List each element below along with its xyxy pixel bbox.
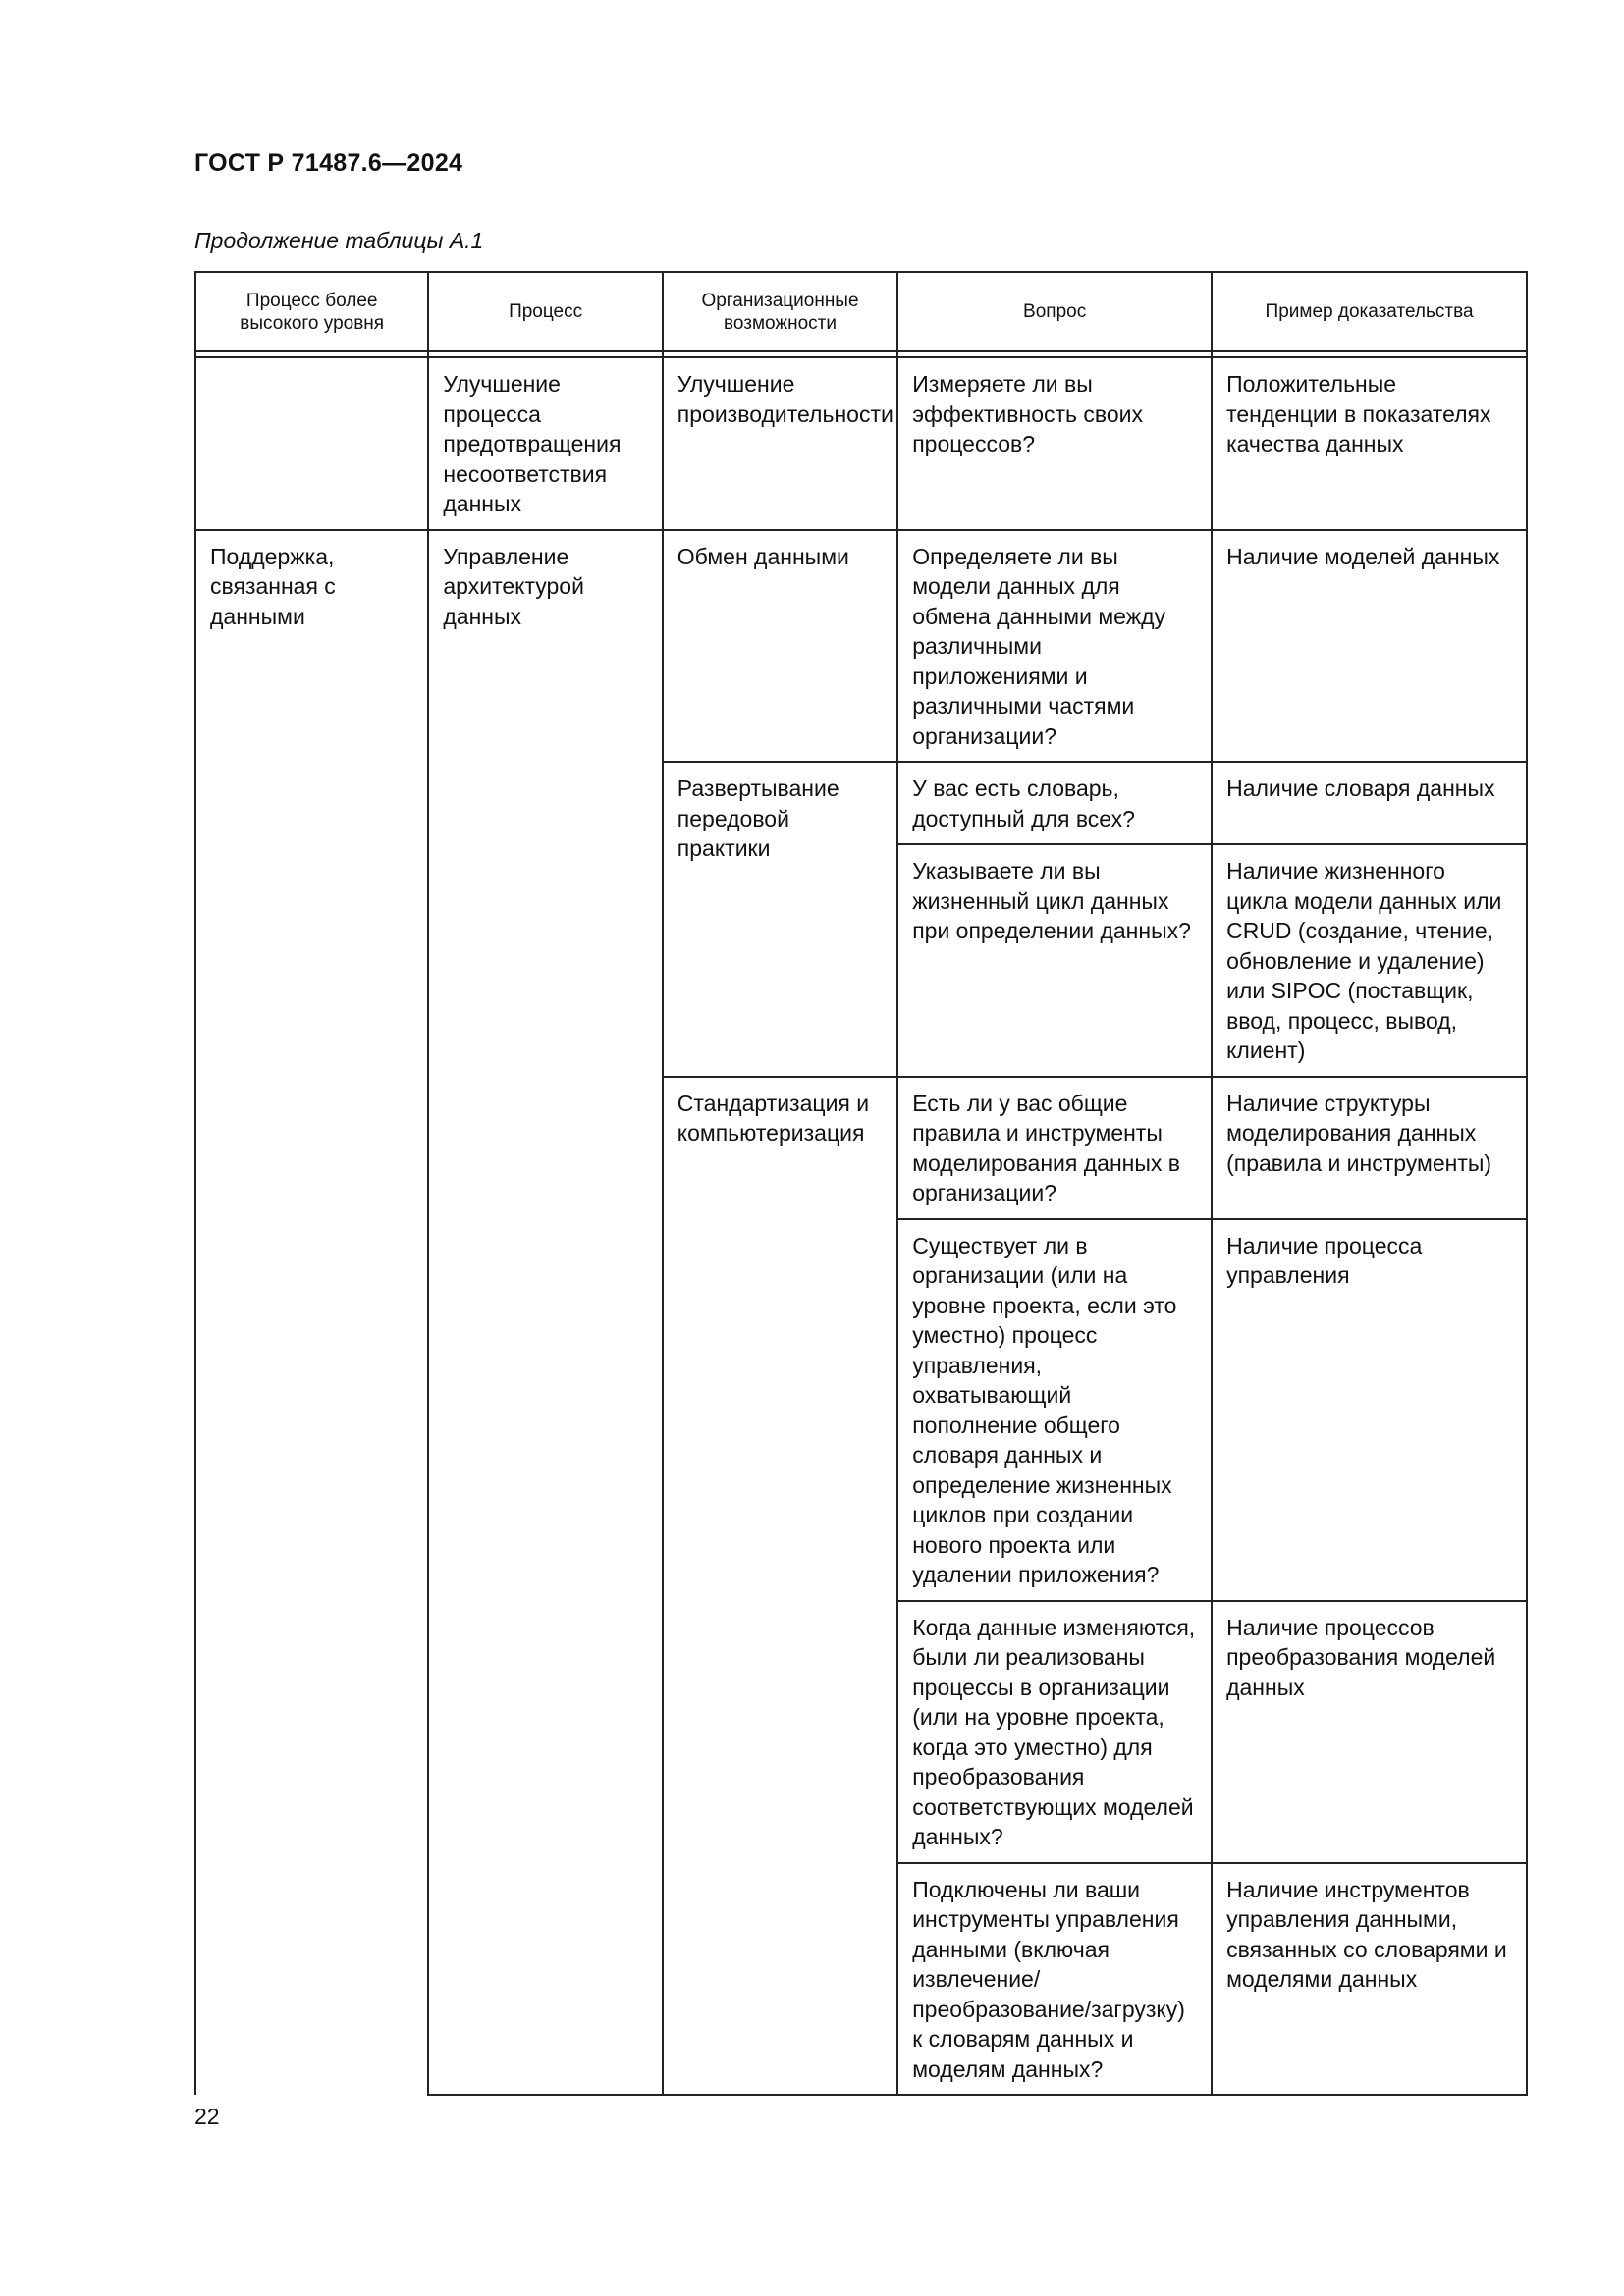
cell-question: Измеряете ли вы эффективность своих процессов? bbox=[897, 357, 1212, 530]
cell-question: Есть ли у вас общие правила и инструменты моделирования данных в организации? bbox=[897, 1077, 1212, 1219]
cell-higher-process bbox=[195, 357, 428, 530]
cell-evidence: Наличие словаря данных bbox=[1212, 762, 1527, 844]
document-title: ГОСТ Р 71487.6—2024 bbox=[194, 149, 463, 177]
table-row bbox=[195, 357, 1527, 530]
cell-process: Улучшение процесса предотвращения несоответствия данных bbox=[428, 357, 662, 530]
page-number: 22 bbox=[194, 2104, 220, 2129]
cell-process: Управление архитектурой данных bbox=[428, 530, 662, 2096]
cell-question: Определяете ли вы модели данных для обмена данными между различными приложениями и различными частями организации? bbox=[897, 530, 1212, 763]
cell-evidence: Наличие моделей данных bbox=[1212, 530, 1527, 763]
cell-capability: Стандартизация и компьютеризация bbox=[663, 1077, 897, 2096]
cell-evidence: Наличие жизненного цикла модели данных или CRUD (создание, чтение, обновление и удаление) или SIPOC (поставщик, ввод, процесс, вывод, клиент) bbox=[1212, 844, 1527, 1077]
cell-evidence: Наличие процессов преобразования моделей данных bbox=[1212, 1601, 1527, 1863]
table-row bbox=[195, 530, 1527, 763]
cell-question: Существует ли в организации (или на уровне проекта, если это уместно) процесс управления, охватывающий пополнение общего словаря данных и определение жизненных циклов при создании нового проекта или удалении приложения? bbox=[897, 1219, 1212, 1601]
requirements-table bbox=[194, 271, 1528, 2096]
cell-evidence: Наличие процесса управления bbox=[1212, 1219, 1527, 1601]
header-higher-process: Процесс более высокого уровня bbox=[195, 272, 428, 351]
table-header-row bbox=[195, 272, 1527, 351]
cell-evidence: Положительные тенденции в показателях качества данных bbox=[1212, 357, 1527, 530]
header-question: Вопрос bbox=[897, 272, 1212, 351]
cell-question: Подключены ли ваши инструменты управления данными (включая извлечение/преобразование/загрузку) к словарям данных и моделям данных? bbox=[897, 1863, 1212, 2096]
cell-capability: Улучшение производительности bbox=[663, 357, 897, 530]
cell-question: У вас есть словарь, доступный для всех? bbox=[897, 762, 1212, 844]
table-caption: Продолжение таблицы А.1 bbox=[194, 228, 484, 253]
header-evidence: Пример доказательства bbox=[1212, 272, 1527, 351]
cell-capability: Развертывание передовой практики bbox=[663, 762, 897, 1077]
cell-evidence: Наличие структуры моделирования данных (правила и инструменты) bbox=[1212, 1077, 1527, 1219]
cell-question: Когда данные изменяются, были ли реализованы процессы в организации (или на уровне проекта, когда это уместно) для преобразования соответствующих моделей данных? bbox=[897, 1601, 1212, 1863]
header-capabilities: Организационные возможности bbox=[663, 272, 897, 351]
cell-question: Указываете ли вы жизненный цикл данных при определении данных? bbox=[897, 844, 1212, 1077]
cell-evidence: Наличие инструментов управления данными, связанных со словарями и моделями данных bbox=[1212, 1863, 1527, 2096]
cell-higher-process: Поддержка, связанная с данными bbox=[195, 530, 428, 2096]
header-process: Процесс bbox=[428, 272, 662, 351]
cell-capability: Обмен данными bbox=[663, 530, 897, 763]
